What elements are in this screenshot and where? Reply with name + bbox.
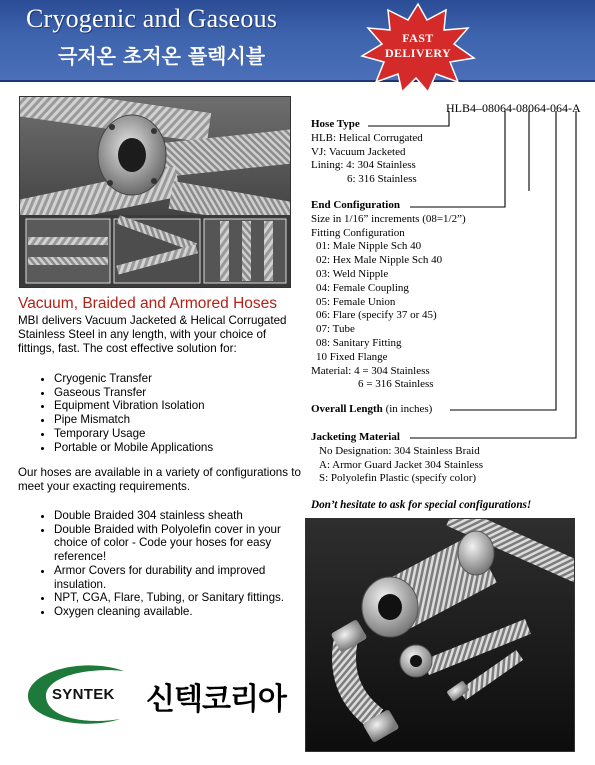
end-config-line: 6 = 316 Stainless xyxy=(358,378,434,391)
hose-type-line: HLB: Helical Corrugated xyxy=(311,131,423,144)
list-item: • Temporary Usage xyxy=(54,427,306,441)
jacketing-heading: Jacketing Material xyxy=(311,431,400,443)
list-item: • Cryogenic Transfer xyxy=(54,372,306,386)
intro-paragraph: MBI delivers Vacuum Jacketed & Helical Corrugated Stainless Steel in any length, with your choice of fittings, fast. The cost effective solution for: xyxy=(18,314,287,355)
list-item: • Armor Covers for durability and improved insulation. xyxy=(54,564,306,591)
fast-delivery-badge xyxy=(358,31,478,61)
banner-korean-title: 극저온 초저온 플렉시블 xyxy=(58,44,266,68)
end-config-line: 04: Female Coupling xyxy=(316,281,409,294)
hose-type-heading: Hose Type xyxy=(311,118,360,130)
list-item: • Pipe Mismatch xyxy=(54,413,306,427)
overall-length-note: (in inches) xyxy=(382,403,433,415)
end-config-line: Size in 1/16” increments (08=1/2”) xyxy=(311,212,466,225)
burst-line-2: DELIVERY xyxy=(384,46,452,60)
logo-brand: SYNTEK xyxy=(52,686,115,703)
jacketing-line: No Designation: 304 Stainless Braid xyxy=(319,444,480,457)
section-heading: Vacuum, Braided and Armored Hoses xyxy=(18,295,278,312)
end-config-line: 05: Female Union xyxy=(316,295,396,308)
hose-assembly-photo xyxy=(305,518,575,752)
list-item: • NPT, CGA, Flare, Tubing, or Sanitary fittings. xyxy=(54,591,306,605)
list-item: • Gaseous Transfer xyxy=(54,386,306,400)
end-config-line: 03: Weld Nipple xyxy=(316,267,389,280)
jacketing-block xyxy=(311,431,483,486)
end-config-line: Fitting Configuration xyxy=(311,226,405,239)
hose-type-line: 6: 316 Stainless xyxy=(347,173,417,186)
overall-length-block xyxy=(311,403,432,417)
end-config-line: 08: Sanitary Fitting xyxy=(316,336,402,349)
logo-korean-name: 신텍코리아 xyxy=(146,682,286,717)
braided-hose-photo xyxy=(19,96,291,288)
config-paragraph: Our hoses are available in a variety of configurations to meet your exacting requirements. xyxy=(18,466,301,493)
list-item: • Portable or Mobile Applications xyxy=(54,441,306,455)
end-config-line: 02: Hex Male Nipple Sch 40 xyxy=(316,254,443,267)
burst-line-1: FAST xyxy=(402,31,434,45)
applications-list xyxy=(18,372,306,454)
end-config-heading: End Configuration xyxy=(311,199,400,211)
end-config-line: 07: Tube xyxy=(316,323,355,336)
jacketing-line: S: Polyolefin Plastic (specify color) xyxy=(319,472,477,485)
overall-length-heading: Overall Length xyxy=(311,403,383,415)
hose-type-block xyxy=(311,118,423,187)
jacketing-line: A: Armor Guard Jacket 304 Stainless xyxy=(319,458,484,471)
end-config-line: 01: Male Nipple Sch 40 xyxy=(316,240,422,253)
list-item: • Double Braided with Polyolefin cover in your choice of color - Code your hoses for easy reference! xyxy=(54,523,306,564)
end-config-line: Material: 4 = 304 Stainless xyxy=(311,364,430,377)
list-item: • Equipment Vibration Isolation xyxy=(54,399,306,413)
end-config-block xyxy=(311,199,466,392)
special-config-note: Don’t hesitate to ask for special configurations! xyxy=(311,499,532,511)
list-item: • Double Braided 304 stainless sheath xyxy=(54,509,306,523)
features-list xyxy=(18,509,306,619)
list-item: • Oxygen cleaning available. xyxy=(54,605,306,619)
banner-title: Cryogenic and Gaseous xyxy=(26,4,278,33)
end-config-line: 10 Fixed Flange xyxy=(316,350,388,363)
end-config-line: 06: Flare (specify 37 or 45) xyxy=(316,309,437,322)
hose-type-line: Lining: 4: 304 Stainless xyxy=(311,159,416,172)
hose-type-line: VJ: Vacuum Jacketed xyxy=(311,145,406,158)
part-number-code: HLB4–08064-08064-064-A xyxy=(446,101,581,115)
